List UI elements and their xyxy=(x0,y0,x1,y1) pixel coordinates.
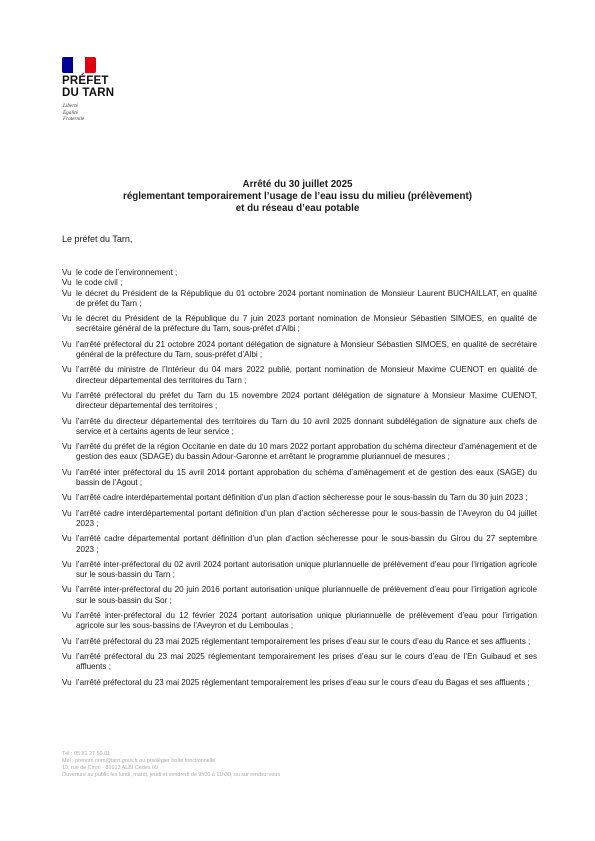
visa-item xyxy=(62,678,537,688)
footer-contact xyxy=(62,751,280,779)
visa-text: l’arrêté du préfet de la région Occitanie en date du 10 mars 2022 portant approbation du schéma directeur d’aménagement et de gestion des eaux (SDAGE) du bassin Adour-Garonne et arrêtant le programme pluriannuel de mesures ; xyxy=(76,442,537,462)
visa-text: l’arrêté inter préfectoral du 15 avril 2014 portant approbation du schéma d’aménagement et de gestion des eaux (SAGE) du bassin de l’Agout ; xyxy=(76,467,537,488)
visa-text: l’arrêté préfectoral du 23 mai 2025 réglementant temporairement les prises d’eau sur le cours d’eau de l’En Guibaud et ses affluents ; xyxy=(76,651,537,672)
visa-text: l’arrêté préfectoral du préfet du Tarn du 15 novembre 2024 portant délégation de signature à Monsieur Maxime CUENOT, directeur départemental des territoires ; xyxy=(76,390,537,411)
visa-text: l’arrêté inter-préfectoral du 20 juin 2016 portant autorisation unique pluriannuelle de prélèvement d’eau pour l’irrigation agricole sur le sous-bassin du Sor ; xyxy=(76,585,537,605)
visa-item xyxy=(62,365,537,386)
republic-flag-icon xyxy=(62,57,96,73)
visa-vu-label: Vu xyxy=(62,559,72,569)
visa-item xyxy=(62,278,537,288)
republic-motto xyxy=(63,103,84,123)
visa-item xyxy=(62,289,537,310)
visa-vu-label: Vu xyxy=(62,288,72,298)
visa-item xyxy=(62,509,537,530)
visa-vu-label: Vu xyxy=(62,534,72,544)
visa-item xyxy=(62,611,537,632)
visa-text: l’arrêté cadre départemental portant définition d’un plan d’action sécheresse pour le sous-bassin du Girou du 27 septembre 2023 ; xyxy=(76,534,537,554)
visa-text: le décret du Président de la République du 7 juin 2023 portant nomination de Monsieur Sébastien SIMOES, en qualité de secrétaire général de la préfecture du Tarn, sous-préfet d’Albi ; xyxy=(76,314,537,334)
visa-item xyxy=(62,493,537,503)
visa-vu-label: Vu xyxy=(62,493,72,503)
visa-text: le code civil ; xyxy=(76,278,123,288)
visa-vu-label: Vu xyxy=(62,677,72,687)
visa-item xyxy=(62,468,537,489)
footer-hours: Ouverture au public les lundi, mardi, jeudi et vendredi de 9h00 à 11h30, ou sur rendez-vous xyxy=(62,772,281,778)
visa-text: l’arrêté du directeur départemental des territoires du Tarn du 10 avril 2025 donnant subdélégation de signature aux chefs de service et à certains agents de leur service ; xyxy=(76,416,537,436)
title-line-2: réglementant temporairement l’usage de l’eau issu du milieu (prélèvement) xyxy=(123,191,472,202)
visa-item xyxy=(62,442,537,463)
visa-item xyxy=(62,391,537,412)
document-title xyxy=(0,179,595,215)
visa-text: l’arrêté préfectoral du 21 octobre 2024 portant délégation de signature à Monsieur Sébastien SIMOES, en qualité de secrétaire général de la préfecture du Tarn, sous-préfet d’Albi ; xyxy=(76,339,537,360)
visa-vu-label: Vu xyxy=(62,611,72,621)
visa-vu-label: Vu xyxy=(62,365,72,375)
footer-email: Mél : prenom.nom@tarn.gouv.fr ou privilégier boîte fonctionnelle xyxy=(62,758,216,764)
visa-vu-label: Vu xyxy=(62,636,72,646)
visa-item xyxy=(62,560,537,581)
footer-phone: Tél : 05 81 27 50 01 xyxy=(62,751,110,757)
visa-vu-label: Vu xyxy=(62,278,72,288)
prefet-line-2: DU TARN xyxy=(62,87,115,99)
prefecture-name xyxy=(62,75,114,99)
visa-item xyxy=(62,534,537,555)
visa-item xyxy=(62,340,537,361)
greeting: Le préfet du Tarn, xyxy=(62,234,133,244)
visa-item xyxy=(62,314,537,335)
visa-text: l’arrêté inter-préfectoral du 02 avril 2024 portant autorisation unique pluriannuelle de prélèvement d’eau pour l’irrigation agricole sur le sous-bassin du Tarn ; xyxy=(76,559,537,580)
visa-text: le code de l’environnement ; xyxy=(76,268,178,277)
visa-text: l’arrêté inter-préfectoral du 12 février 2024 portant autorisation unique pluriannuelle de prélèvement d’eau pour l’irrigation agricole sur les sous-bassins de l’Aveyron et du Lemboulas ; xyxy=(76,611,537,631)
visa-item xyxy=(62,585,537,606)
visa-text: l’arrêté préfectoral du 23 mai 2025 réglementant temporairement les prises d’eau sur le cours d’eau du Rance et ses affluents ; xyxy=(76,636,531,646)
visa-text: le décret du Président de la République du 01 octobre 2024 portant nomination de Monsieur Laurent BUCHAILLAT, en qualité de préfet du Tarn ; xyxy=(76,288,537,308)
visa-vu-label: Vu xyxy=(62,268,72,277)
visa-list xyxy=(62,268,537,693)
visa-vu-label: Vu xyxy=(62,390,72,400)
visa-vu-label: Vu xyxy=(62,442,72,452)
visa-text: l’arrêté du ministre de l’Intérieur du 04 mars 2022 publié, portant nomination de Monsieur Maxime CUENOT en qualité de directeur départemental des territoires du Tarn ; xyxy=(76,365,537,385)
visa-vu-label: Vu xyxy=(62,508,72,518)
motto-egalite: Égalité xyxy=(63,109,78,116)
visa-item xyxy=(62,652,537,673)
visa-text: l’arrêté cadre interdépartemental portant définition d’un plan d’action sécheresse pour le sous-bassin du Tarn du 30 juin 2023 ; xyxy=(76,493,528,503)
visa-vu-label: Vu xyxy=(62,416,72,426)
visa-text: l’arrêté préfectoral du 23 mai 2025 réglementant temporairement les prises d’eau sur le cours d’eau du Bagas et ses affluents ; xyxy=(76,677,530,687)
footer-address: 19, rue de Ciron - 81013 ALBI Cedex 09 xyxy=(62,765,158,771)
visa-vu-label: Vu xyxy=(62,651,72,661)
visa-vu-label: Vu xyxy=(62,339,72,349)
visa-item xyxy=(62,637,537,647)
motto-liberte: Liberté xyxy=(63,103,78,109)
visa-vu-label: Vu xyxy=(62,585,72,595)
visa-item xyxy=(62,417,537,438)
title-line-3: et du réseau d’eau potable xyxy=(235,203,360,214)
prefet-line-1: PRÉFET xyxy=(62,75,109,87)
visa-vu-label: Vu xyxy=(62,314,72,324)
motto-fraternite: Fraternité xyxy=(63,116,85,122)
visa-vu-label: Vu xyxy=(62,467,72,477)
visa-text: l’arrêté cadre interdépartemental portant définition d’un plan d’action sécheresse pour le sous-bassin de l’Aveyron du 04 juillet 2023 ; xyxy=(76,508,537,528)
title-line-1: Arrêté du 30 juillet 2025 xyxy=(242,179,353,190)
visa-item xyxy=(62,268,537,278)
